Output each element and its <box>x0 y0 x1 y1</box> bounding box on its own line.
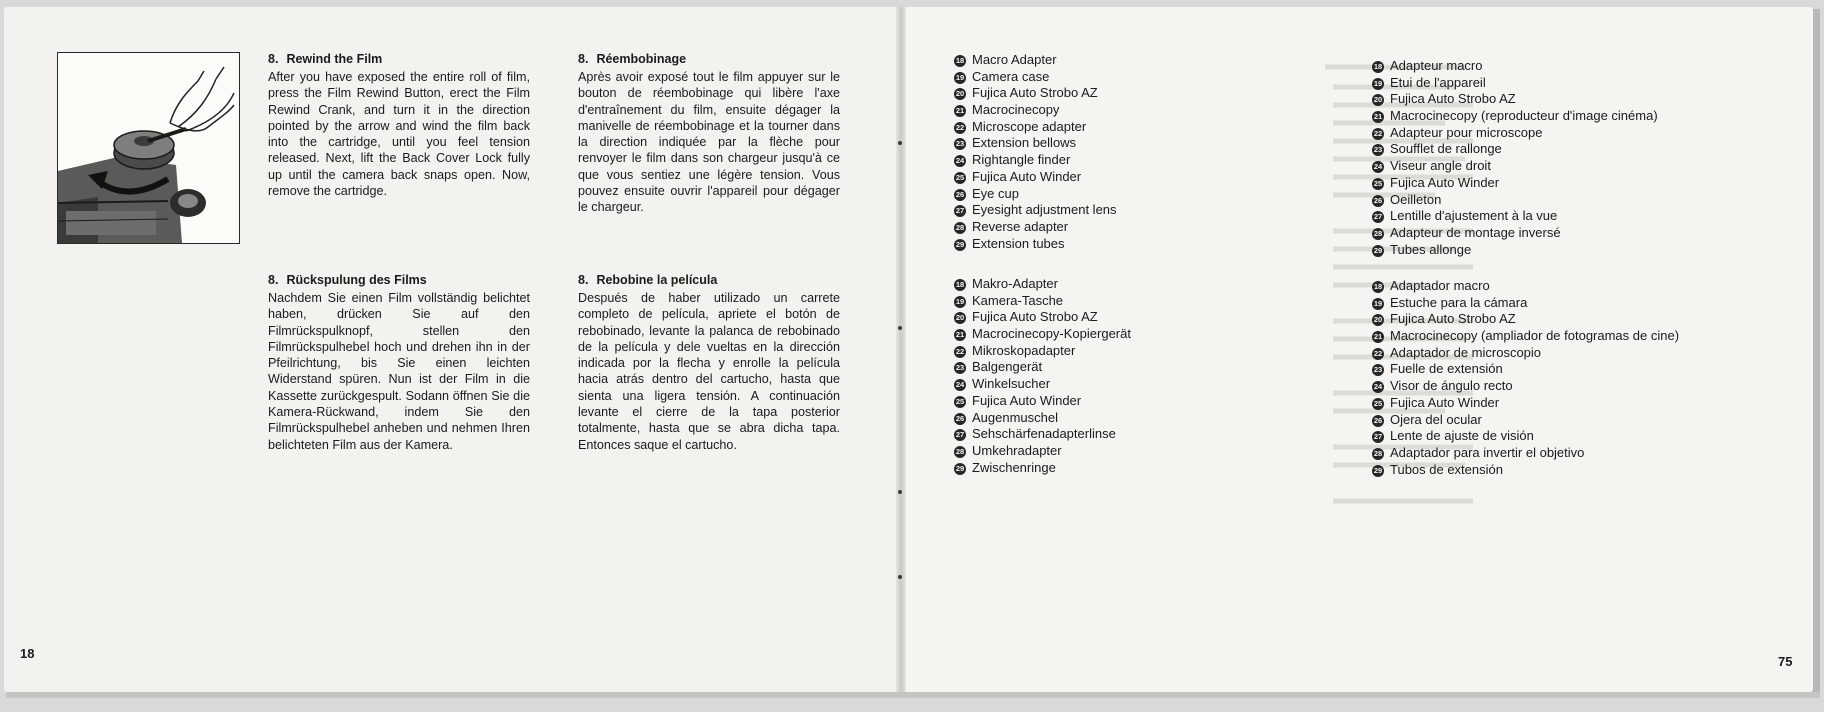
accessory-item <box>954 52 1117 69</box>
item-number-badge: 20 <box>955 89 965 99</box>
section-title: Rewind the Film <box>286 52 383 66</box>
accessory-item <box>1372 328 1679 345</box>
item-number-badge: 23 <box>955 363 965 373</box>
item-label: Macro Adapter <box>972 52 1057 67</box>
accessory-item <box>954 343 1131 360</box>
item-label: Adapteur macro <box>1390 58 1483 73</box>
accessory-list-spanish <box>1372 278 1679 478</box>
item-label: Ojera del ocular <box>1390 411 1482 427</box>
section-rewind-film-es <box>578 273 840 453</box>
item-label: Fujica Auto Strobo AZ <box>972 309 1098 325</box>
accessory-item <box>954 135 1117 152</box>
item-number-badge: 22 <box>955 346 965 356</box>
item-label: Tubes allonge <box>1390 241 1472 257</box>
section-title: Rebobine la película <box>596 273 718 287</box>
section-body: After you have exposed the entire roll of film, press the Film Rewind Button, erect the Film Rewind Crank, and turn it in the direction pointed by the arrow and wind the film back into the cartridge, until you feel tension released. Next, lift the Back Cover Lock fully up until the camera back snaps open. Now, remove the cartridge. <box>268 70 530 199</box>
item-number-badge: 25 <box>1373 398 1383 408</box>
accessory-item <box>954 410 1131 427</box>
item-label: Camera case <box>972 68 1050 84</box>
item-number-badge: 27 <box>1373 432 1383 442</box>
item-label: Winkelsucher <box>972 376 1051 392</box>
accessory-item <box>1372 278 1679 295</box>
section-number: 8. <box>268 52 279 66</box>
film-rewind-crank-illustration <box>57 52 240 244</box>
accessory-item <box>954 119 1117 136</box>
accessory-item <box>954 102 1117 119</box>
accessory-item <box>1372 75 1658 92</box>
section-rewind-film-en <box>268 52 530 199</box>
accessory-item <box>1372 91 1658 108</box>
item-label: Makro-Adapter <box>972 276 1058 291</box>
item-label: Macrocinecopy (ampliador de fotogramas de cine) <box>1390 328 1680 344</box>
item-label: Extension bellows <box>972 135 1077 151</box>
accessory-item <box>954 186 1117 203</box>
item-number-badge: 19 <box>955 72 965 82</box>
accessory-item <box>954 219 1117 236</box>
page-shadow-bottom <box>6 692 1820 698</box>
binding-hole <box>898 141 902 145</box>
accessory-item <box>1372 445 1679 462</box>
item-label: Adaptador de microscopio <box>1390 344 1542 360</box>
item-number-badge: 26 <box>955 413 965 423</box>
item-number-badge: 28 <box>1373 448 1383 458</box>
accessory-item <box>1372 395 1679 412</box>
item-label: Fujica Auto Winder <box>1390 174 1500 190</box>
accessory-list-english <box>954 52 1117 252</box>
accessory-item <box>1372 378 1679 395</box>
item-number-badge: 27 <box>955 206 965 216</box>
item-label: Kamera-Tasche <box>972 292 1064 308</box>
item-number-badge: 25 <box>955 396 965 406</box>
accessory-list-french <box>1372 58 1658 258</box>
item-number-badge: 27 <box>1373 212 1383 222</box>
item-number-badge: 29 <box>955 239 965 249</box>
section-heading <box>268 273 530 287</box>
accessory-item <box>954 326 1131 343</box>
item-number-badge: 19 <box>1373 298 1383 308</box>
item-number-badge: 28 <box>955 446 965 456</box>
item-number-badge: 18 <box>1373 62 1383 71</box>
accessory-list-german <box>954 276 1131 476</box>
item-label: Visor de ángulo recto <box>1390 378 1513 394</box>
item-label: Sehschärfenadapterlinse <box>972 426 1116 442</box>
accessory-item <box>954 69 1117 86</box>
item-number-badge: 19 <box>955 296 965 306</box>
item-number-badge: 29 <box>1373 465 1383 475</box>
item-label: Macrocinecopy <box>972 102 1060 118</box>
item-number-badge: 26 <box>1373 415 1383 425</box>
item-number-badge: 18 <box>955 56 965 65</box>
item-label: Augenmuschel <box>972 409 1058 425</box>
accessory-item <box>1372 192 1658 209</box>
item-label: Eyesight adjustment lens <box>972 202 1117 218</box>
accessory-item <box>954 426 1131 443</box>
item-number-badge: 23 <box>1373 365 1383 375</box>
item-label: Balgengerät <box>972 359 1043 375</box>
item-number-badge: 20 <box>955 313 965 323</box>
accessory-item <box>954 276 1131 293</box>
item-label: Mikroskopadapter <box>972 342 1076 358</box>
accessory-item <box>954 460 1131 477</box>
item-number-badge: 23 <box>1373 145 1383 155</box>
section-number: 8. <box>578 273 589 287</box>
accessory-item <box>1372 311 1679 328</box>
item-label: Lente de ajuste de visión <box>1390 428 1534 444</box>
item-number-badge: 25 <box>955 172 965 182</box>
item-number-badge: 19 <box>1373 78 1383 88</box>
item-number-badge: 21 <box>1373 332 1383 342</box>
item-label: Lentille d'ajustement à la vue <box>1390 208 1558 224</box>
binding-hole <box>898 490 902 494</box>
item-label: Fujica Auto Strobo AZ <box>972 85 1098 101</box>
item-label: Zwischenringe <box>972 459 1056 475</box>
item-number-badge: 20 <box>1373 315 1383 325</box>
item-number-badge: 28 <box>1373 228 1383 238</box>
item-label: Tubos de extensión <box>1390 461 1503 477</box>
item-label: Umkehradapter <box>972 442 1062 458</box>
accessory-item <box>1372 175 1658 192</box>
item-label: Fujica Auto Winder <box>972 392 1082 408</box>
item-number-badge: 22 <box>1373 348 1383 358</box>
item-number-badge: 21 <box>955 330 965 340</box>
item-label: Adapteur de montage inversé <box>1390 224 1561 240</box>
accessory-item <box>954 309 1131 326</box>
item-label: Adapteur pour microscope <box>1390 124 1543 140</box>
item-label: Extension tubes <box>972 235 1065 251</box>
item-number-badge: 26 <box>955 189 965 199</box>
item-label: Fujica Auto Strobo AZ <box>1390 311 1516 327</box>
item-number-badge: 18 <box>1373 282 1383 291</box>
item-label: Macrocinecopy-Kopiergerät <box>972 326 1131 342</box>
item-label: Etui de l'appareil <box>1390 74 1486 90</box>
accessory-item <box>1372 412 1679 429</box>
section-body: Nachdem Sie einen Film vollständig belichtet haben, drücken Sie auf den Filmrückspulknopf, stellen den Filmrückspulhebel hoch und drehen ihn in der Pfeilrichtung, bis Sie einen leichten Widerstand spüren. Nun ist der Film in die Kassette zurückgespult. Sodann öffnen Sie die Kamera-Rückwand, indem Sie den Filmrückspulhebel anheben und nehmen Ihren belichteten Film aus der Kamera. <box>268 291 530 452</box>
accessory-item <box>1372 225 1658 242</box>
item-label: Oeilleton <box>1390 191 1442 207</box>
accessory-item <box>1372 108 1658 125</box>
item-number-badge: 24 <box>1373 382 1383 392</box>
section-number: 8. <box>578 52 589 66</box>
accessory-item <box>1372 345 1679 362</box>
accessory-item <box>954 359 1131 376</box>
item-number-badge: 29 <box>955 463 965 473</box>
accessory-item <box>1372 141 1658 158</box>
section-heading <box>578 273 840 287</box>
accessory-item <box>1372 242 1658 259</box>
item-number-badge: 29 <box>1373 245 1383 255</box>
item-label: Macrocinecopy (reproducteur d'image cinéma) <box>1390 108 1658 124</box>
item-number-badge: 21 <box>955 106 965 116</box>
accessory-item <box>954 393 1131 410</box>
binding-hole <box>898 326 902 330</box>
section-body: Après avoir exposé tout le film appuyer sur le bouton de réembobinage qui libère l'axe d'entraînement du film, ensuite dégager la manivelle de réembobinage et la tourner dans la direction indiquée par la flèche pour renvoyer le film dans son chargeur jusqu'à ce que vous sentiez une légère tension. Vous pouvez ensuite ouvrir l'appareil pour dégager le chargeur. <box>578 70 840 215</box>
accessory-item <box>954 85 1117 102</box>
item-number-badge: 24 <box>955 380 965 390</box>
page-number-right: 75 <box>1778 654 1793 669</box>
binding-hole <box>898 575 902 579</box>
section-title: Réembobinage <box>596 52 687 66</box>
item-label: Fujica Auto Winder <box>972 168 1082 184</box>
accessory-item <box>954 169 1117 186</box>
item-label: Fujica Auto Strobo AZ <box>1390 91 1516 107</box>
section-heading <box>578 52 840 66</box>
item-number-badge: 28 <box>955 222 965 232</box>
item-number-badge: 20 <box>1373 95 1383 105</box>
item-label: Fuelle de extensión <box>1390 361 1503 377</box>
accessory-item <box>1372 361 1679 378</box>
accessory-item <box>954 376 1131 393</box>
item-label: Adaptador para invertir el objetivo <box>1390 444 1585 460</box>
item-number-badge: 24 <box>955 156 965 166</box>
item-number-badge: 18 <box>955 280 965 289</box>
section-rewind-film-de <box>268 273 530 453</box>
page-shadow-right <box>1812 9 1820 692</box>
accessory-item <box>1372 58 1658 75</box>
section-heading <box>268 52 530 66</box>
accessory-item <box>1372 208 1658 225</box>
item-number-badge: 22 <box>1373 128 1383 138</box>
page-gutter <box>896 7 906 692</box>
accessory-item <box>954 443 1131 460</box>
accessory-item <box>954 152 1117 169</box>
accessory-item <box>1372 462 1679 479</box>
accessory-item <box>954 236 1117 253</box>
item-number-badge: 24 <box>1373 162 1383 172</box>
item-label: Viseur angle droit <box>1390 158 1491 174</box>
item-label: Reverse adapter <box>972 218 1069 234</box>
accessory-item <box>1372 125 1658 142</box>
item-label: Rightangle finder <box>972 152 1071 168</box>
item-number-badge: 23 <box>955 139 965 149</box>
item-number-badge: 25 <box>1373 178 1383 188</box>
item-number-badge: 27 <box>955 430 965 440</box>
item-label: Estuche para la cámara <box>1390 294 1528 310</box>
accessory-item <box>1372 295 1679 312</box>
item-number-badge: 21 <box>1373 112 1383 122</box>
accessory-item <box>1372 158 1658 175</box>
accessory-item <box>954 202 1117 219</box>
section-title: Rückspulung des Films <box>286 273 427 287</box>
section-body: Después de haber utilizado un carrete completo de película, apriete el botón de rebobinado, levante la palanca de rebobinado de la película y dele vueltas en la dirección indicada por la flecha y enrolle la película hacia atrás dentro del cartucho, hasta que sienta una ligera tensión. A continuación levante el cierre de la tapa posterior totalmente, hasta que se abra dicha tapa. Entonces saque el cartucho. <box>578 291 840 452</box>
item-label: Fujica Auto Winder <box>1390 394 1500 410</box>
item-number-badge: 26 <box>1373 195 1383 205</box>
item-label: Eye cup <box>972 185 1019 201</box>
accessory-item <box>954 293 1131 310</box>
accessory-item <box>1372 428 1679 445</box>
item-number-badge: 22 <box>955 122 965 132</box>
page-number-left: 18 <box>20 646 35 661</box>
section-number: 8. <box>268 273 279 287</box>
item-label: Soufflet de rallonge <box>1390 141 1502 157</box>
camera-rewind-icon <box>58 53 239 243</box>
item-label: Adaptador macro <box>1390 278 1490 293</box>
section-rewind-film-fr <box>578 52 840 216</box>
item-label: Microscope adapter <box>972 118 1087 134</box>
